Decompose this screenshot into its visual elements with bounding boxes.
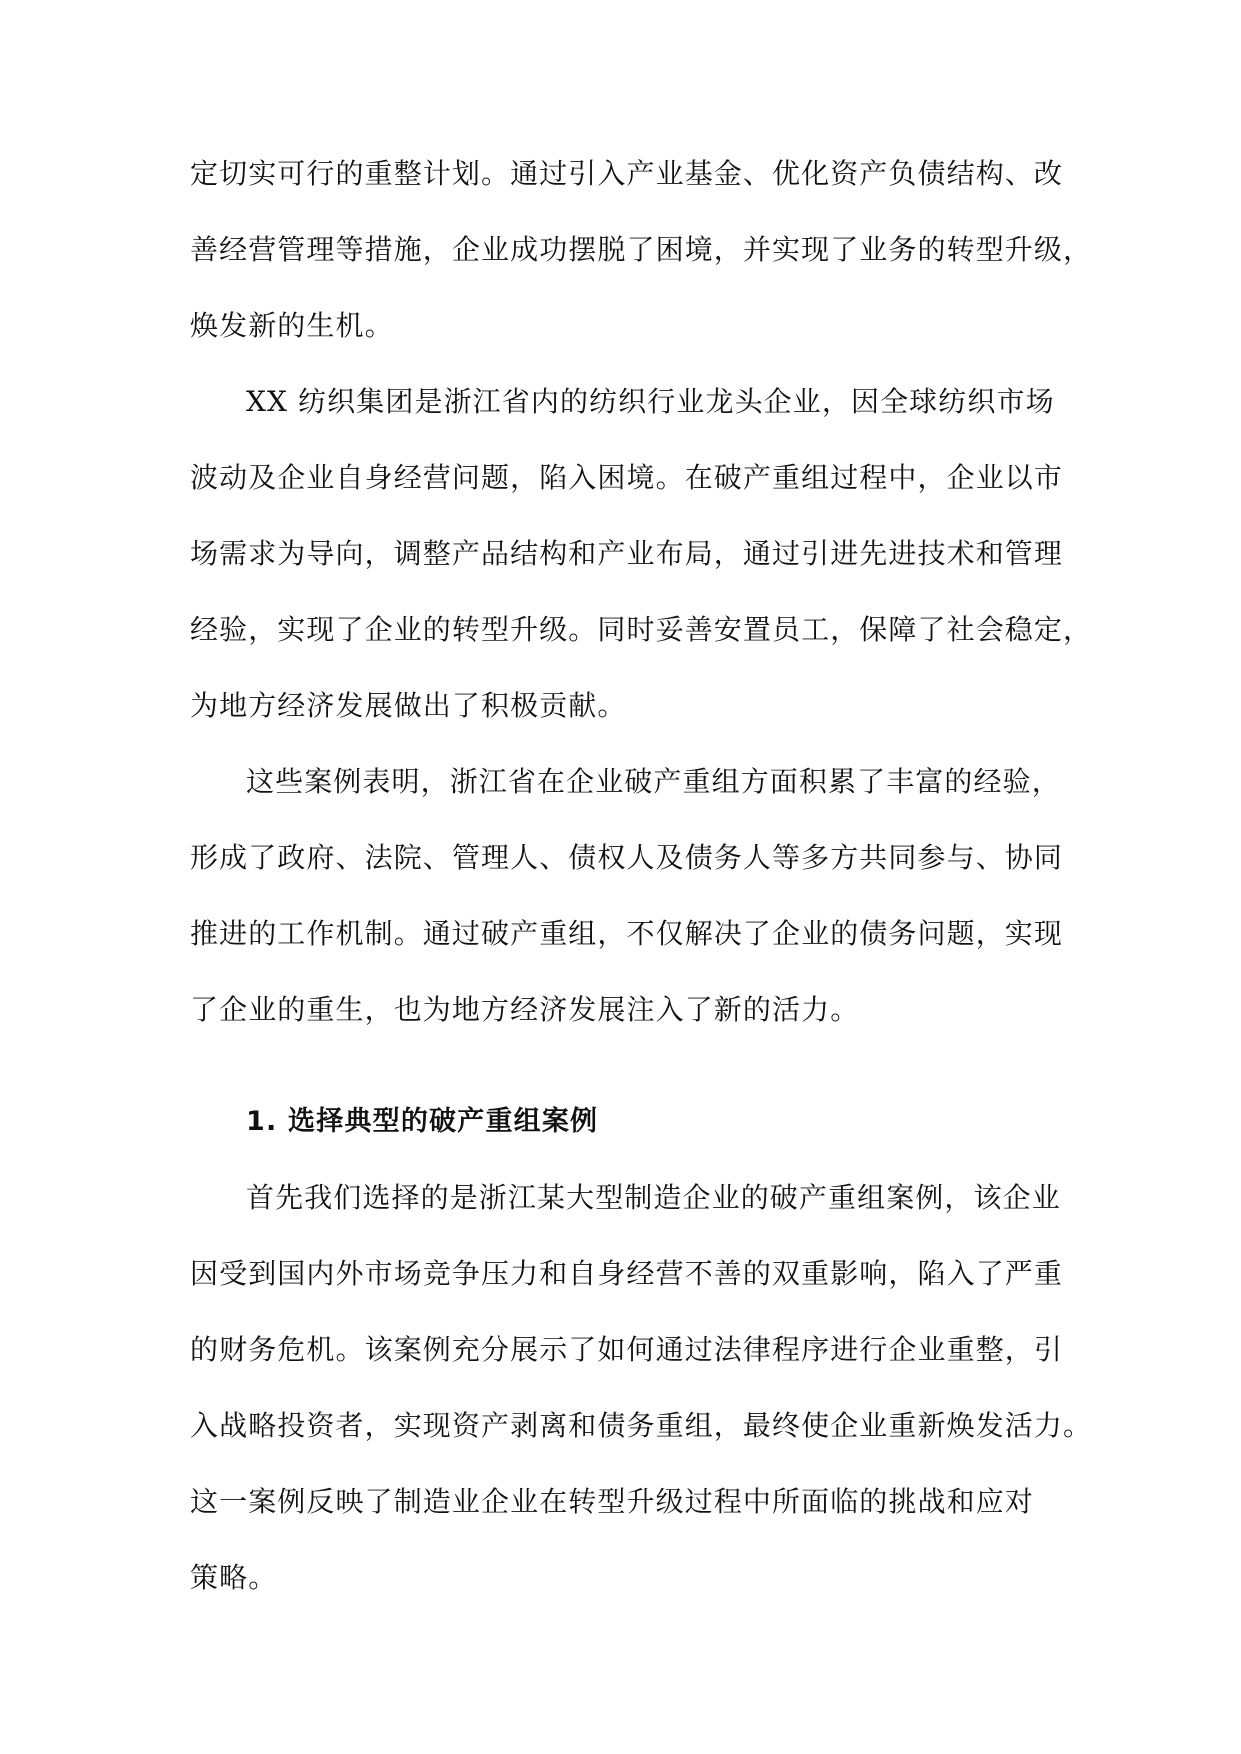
- text-line: 了企业的重生，也为地方经济发展注入了新的活力。: [190, 993, 860, 1026]
- paragraph-case-selection: [190, 1160, 1093, 1616]
- section-heading: 1. 选择典型的破产重组案例: [246, 1106, 599, 1137]
- document-body: [190, 136, 1093, 1616]
- text-line: 经验，实现了企业的转型升级。同时妥善安置员工，保障了社会稳定，: [190, 613, 1093, 646]
- text-line: 因受到国内外市场竞争压力和自身经营不善的双重影响，陷入了严重: [190, 1257, 1064, 1290]
- text-line: 焕发新的生机。: [190, 309, 394, 342]
- text-line: 为地方经济发展做出了积极贡献。: [190, 689, 627, 722]
- text-line: 这些案例表明，浙江省在企业破产重组方面积累了丰富的经验，: [246, 765, 1061, 798]
- paragraph-continuation: [190, 136, 1093, 364]
- text-line: XX 纺织集团是浙江省内的纺织行业龙头企业，因全球纺织市场: [246, 385, 1055, 418]
- text-line: 这一案例反映了制造业企业在转型升级过程中所面临的挑战和应对: [190, 1485, 1034, 1518]
- section-spacer: [190, 1048, 1052, 1084]
- paragraph-textile-group: [190, 364, 1093, 744]
- text-line: 定切实可行的重整计划。通过引入产业基金、优化资产负债结构、改: [190, 157, 1064, 190]
- text-line: 波动及企业自身经营问题，陷入困境。在破产重组过程中，企业以市: [190, 461, 1064, 494]
- text-line: 形成了政府、法院、管理人、债权人及债务人等多方共同参与、协同: [190, 841, 1064, 874]
- text-line: 推进的工作机制。通过破产重组，不仅解决了企业的债务问题，实现: [190, 917, 1064, 950]
- text-line: 首先我们选择的是浙江某大型制造企业的破产重组案例，该企业: [246, 1181, 1061, 1214]
- text-line: 场需求为导向，调整产品结构和产业布局，通过引进先进技术和管理: [190, 537, 1064, 570]
- text-line: 的财务危机。该案例充分展示了如何通过法律程序进行企业重整，引: [190, 1333, 1064, 1366]
- text-line: 入战略投资者，实现资产剥离和债务重组，最终使企业重新焕发活力。: [190, 1409, 1093, 1442]
- paragraph-summary: [190, 744, 1064, 1048]
- text-line: 策略。: [190, 1561, 278, 1594]
- text-line: 善经营管理等措施，企业成功摆脱了困境，并实现了业务的转型升级，: [190, 233, 1093, 266]
